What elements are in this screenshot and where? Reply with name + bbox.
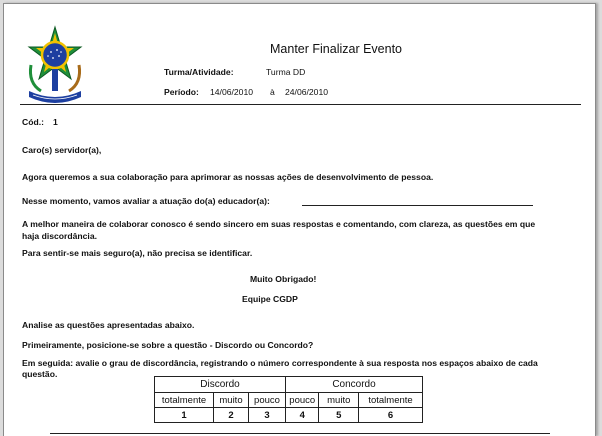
paragraph-analyze: Analise as questões apresentadas abaixo. [22,320,195,330]
paragraph-sincere-line2: haja discordância. [22,231,97,241]
scale-number: 6 [359,408,423,423]
scale-label: totalmente [155,393,214,408]
brazil-coat-of-arms-icon [23,25,87,109]
paragraph-collaboration: Agora queremos a sua colaboração para aprimorar as nossas ações de desenvolvimento de pessoa. [22,172,434,182]
cod-value: 1 [53,117,58,127]
scale-label: totalmente [359,393,423,408]
report-page [3,3,596,436]
turma-value: Turma DD [266,67,306,77]
scale-label: pouco [249,393,286,408]
paragraph-instructions-line2: questão. [22,369,58,379]
periodo-label: Período: [164,87,199,97]
scale-number: 3 [249,408,286,423]
periodo-separator: à [270,87,275,97]
scale-number: 4 [286,408,319,423]
scale-label: pouco [286,393,319,408]
periodo-start: 14/06/2010 [210,87,254,97]
paragraph-instructions-line1: Em seguida: avalie o grau de discordância, registrando o número correspondente à sua resposta nos espaços abaixo de cada [22,358,538,368]
greeting: Caro(s) servidor(a), [22,145,102,155]
paragraph-position: Primeiramente, posicione-se sobre a questão - Discordo ou Concordo? [22,340,314,350]
scale-label: muito [214,393,249,408]
thanks-text: Muito Obrigado! [250,274,317,284]
turma-label: Turma/Atividade: [164,67,234,77]
team-signature: Equipe CGDP [242,294,298,304]
group-agree: Concordo [286,377,423,393]
group-disagree: Discordo [155,377,286,393]
scale-label: muito [319,393,359,408]
page-title: Manter Finalizar Evento [270,42,403,56]
scale-number: 2 [214,408,249,423]
paragraph-evaluate-educator: Nesse momento, vamos avaliar a atuação do(a) educador(a): [22,196,270,206]
paragraph-sincere-line1: A melhor maneira de colaborar conosco é sendo sincero em suas respostas e comentando, com clareza, as questões em que [22,219,536,229]
periodo-end: 24/06/2010 [285,87,329,97]
agreement-scale-table [154,376,423,423]
cod-label: Cód.: [22,117,44,127]
educator-name-line [302,205,533,206]
header-divider [20,104,581,105]
scale-number: 5 [319,408,359,423]
footer-line [50,433,550,434]
paragraph-anonymous: Para sentir-se mais seguro(a), não precisa se identificar. [22,248,253,258]
scale-number: 1 [155,408,214,423]
